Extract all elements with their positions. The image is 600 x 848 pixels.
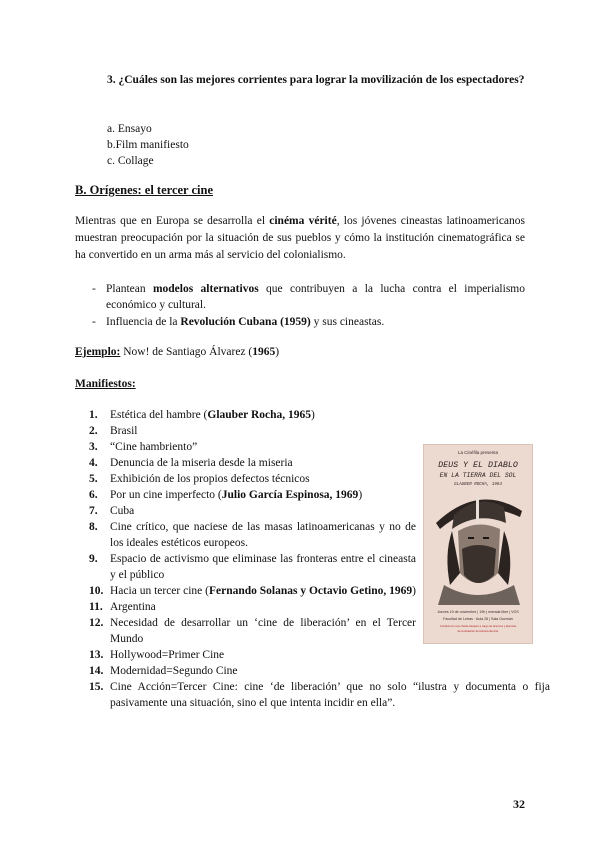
- item-number: 9.: [89, 553, 98, 565]
- bullet-dash: -: [92, 283, 96, 295]
- list-item: [89, 503, 430, 519]
- option-b: b.Film manifiesto: [107, 139, 189, 151]
- item-number: 8.: [89, 521, 98, 533]
- bullet-text-end: y sus cineastas.: [310, 316, 385, 328]
- item-text: Hacia un tercer cine (: [110, 585, 209, 597]
- item-number: 3.: [89, 441, 98, 453]
- example-text: Now! de Santiago Álvarez (: [120, 346, 253, 358]
- intro-text-2: , los jóvenes cineastas latinoamericanos muestran preocupación por la situación de sus pueblos y cómo la institución cinematográfica se ha convertido en un arma más al servicio del colonialismo.: [75, 215, 526, 261]
- item-text: Modernidad=Segundo Cine: [110, 665, 238, 677]
- item-text: Por un cine imperfecto (: [110, 489, 222, 501]
- item-text: Denuncia de la miseria desde la miseria: [110, 457, 293, 469]
- question-number: 3.: [107, 74, 116, 86]
- item-text: Exhibición de los propios defectos técnicos: [110, 473, 310, 485]
- example-line: [75, 346, 279, 358]
- example-year: 1965: [252, 346, 276, 358]
- bullet-bold: modelos alternativos: [152, 283, 259, 295]
- list-item: [89, 679, 550, 711]
- item-number: 1.: [89, 409, 98, 421]
- item-number: 13.: [89, 649, 104, 661]
- bullet-text: Plantean: [106, 283, 153, 295]
- list-item: [89, 471, 430, 487]
- poster-venue-line: Facultad de Letras · Aula 26 | Sala Guzmán: [443, 617, 513, 621]
- intro-bold-term: cinéma vérité: [269, 215, 337, 227]
- item-text: Argentina: [110, 601, 156, 613]
- bullet-text: Influencia de la: [106, 316, 181, 328]
- poster-presenter: La Cinéfila presenta: [457, 450, 499, 455]
- film-poster: [423, 444, 533, 644]
- list-item: [89, 407, 430, 423]
- question-3: [107, 72, 525, 89]
- manifiestos-title: Manifiestos:: [75, 378, 136, 390]
- item-text: Necesidad de desarrollar un ‘cine de liberación’ en el Tercer Mundo: [110, 617, 416, 645]
- item-end: ): [358, 489, 363, 501]
- list-item: [89, 423, 430, 439]
- bullet-text-end: que contribuyen a la lucha contra el imperialismo económico y cultural.: [106, 283, 525, 311]
- option-a: a. Ensayo: [107, 123, 152, 135]
- item-number: 14.: [89, 665, 104, 677]
- item-text: Hollywood=Primer Cine: [110, 649, 225, 661]
- item-bold: Fernando Solanas y Octavio Getino, 1969: [208, 585, 413, 597]
- item-number: 2.: [89, 425, 98, 437]
- bullet-dash: -: [92, 316, 96, 328]
- list-item: [89, 487, 430, 503]
- poster-title-1: DEUS Y EL DIABLO: [438, 461, 518, 470]
- item-number: 4.: [89, 457, 98, 469]
- item-text: Cuba: [110, 505, 135, 517]
- poster-date-line: Jueves 19 de noviembre | 19h | entrada libre | VOS: [437, 610, 519, 614]
- item-number: 10.: [89, 585, 104, 597]
- list-item: [89, 455, 430, 471]
- list-item: [89, 551, 416, 583]
- poster-artwork: [424, 445, 532, 643]
- item-number: 6.: [89, 489, 98, 501]
- intro-paragraph: [75, 213, 525, 264]
- example-close: ): [275, 346, 280, 358]
- item-end: ): [311, 409, 315, 421]
- item-text: Brasil: [110, 425, 138, 437]
- list-item: [89, 599, 430, 615]
- item-bold: Julio García Espinosa, 1969: [221, 489, 359, 501]
- poster-title-2: EN LA TIERRA DEL SOL: [439, 472, 517, 479]
- poster-subtitle: GLAUBER ROCHA, 1964: [454, 483, 502, 487]
- bullet-item: [92, 314, 525, 330]
- list-item: [89, 583, 416, 599]
- bullet-item: [92, 281, 525, 313]
- option-c: c. Collage: [107, 155, 154, 167]
- list-item: [89, 519, 416, 551]
- item-number: 11.: [89, 601, 103, 613]
- item-text: Cine crítico, que naciese de las masas latinoamericanas y no de los ideales estéticos europeos.: [110, 521, 416, 549]
- item-text: Cine Acción=Tercer Cine: cine ‘de liberación’ que no solo “ilustra y documenta o fija pasivamente una situación, sino el que intenta incidir en ella”.: [110, 681, 550, 709]
- bullet-bold: Revolución Cubana (1959): [180, 316, 311, 328]
- example-label: Ejemplo:: [75, 346, 121, 358]
- poster-small-line-2: de la titulación de Historia del Arte: [457, 630, 499, 633]
- item-number: 5.: [89, 473, 98, 485]
- list-item: [89, 663, 430, 679]
- list-item: [89, 439, 430, 455]
- section-b-title: B. Orígenes: el tercer cine: [75, 183, 214, 197]
- poster-small-line-1: Contará con una charla-coloquio a cargo de alumnos y alumnas: [439, 625, 517, 628]
- item-number: 7.: [89, 505, 98, 517]
- item-text: Estética del hambre (: [110, 409, 208, 421]
- item-number: 12.: [89, 617, 104, 629]
- item-text: Espacio de activismo que eliminase las fronteras entre el cineasta y el público: [110, 553, 416, 581]
- question-text: ¿Cuáles son las mejores corrientes para lograr la movilización de los espectadores?: [118, 74, 525, 86]
- list-item: [89, 647, 430, 663]
- item-end: ): [412, 585, 416, 597]
- item-text: “Cine hambriento”: [110, 441, 198, 453]
- item-bold: Glauber Rocha, 1965: [207, 409, 312, 421]
- intro-text-1: Mientras que en Europa se desarrolla el: [75, 215, 270, 227]
- item-number: 15.: [89, 681, 104, 693]
- list-item: [89, 615, 416, 647]
- page-number: 32: [513, 797, 525, 811]
